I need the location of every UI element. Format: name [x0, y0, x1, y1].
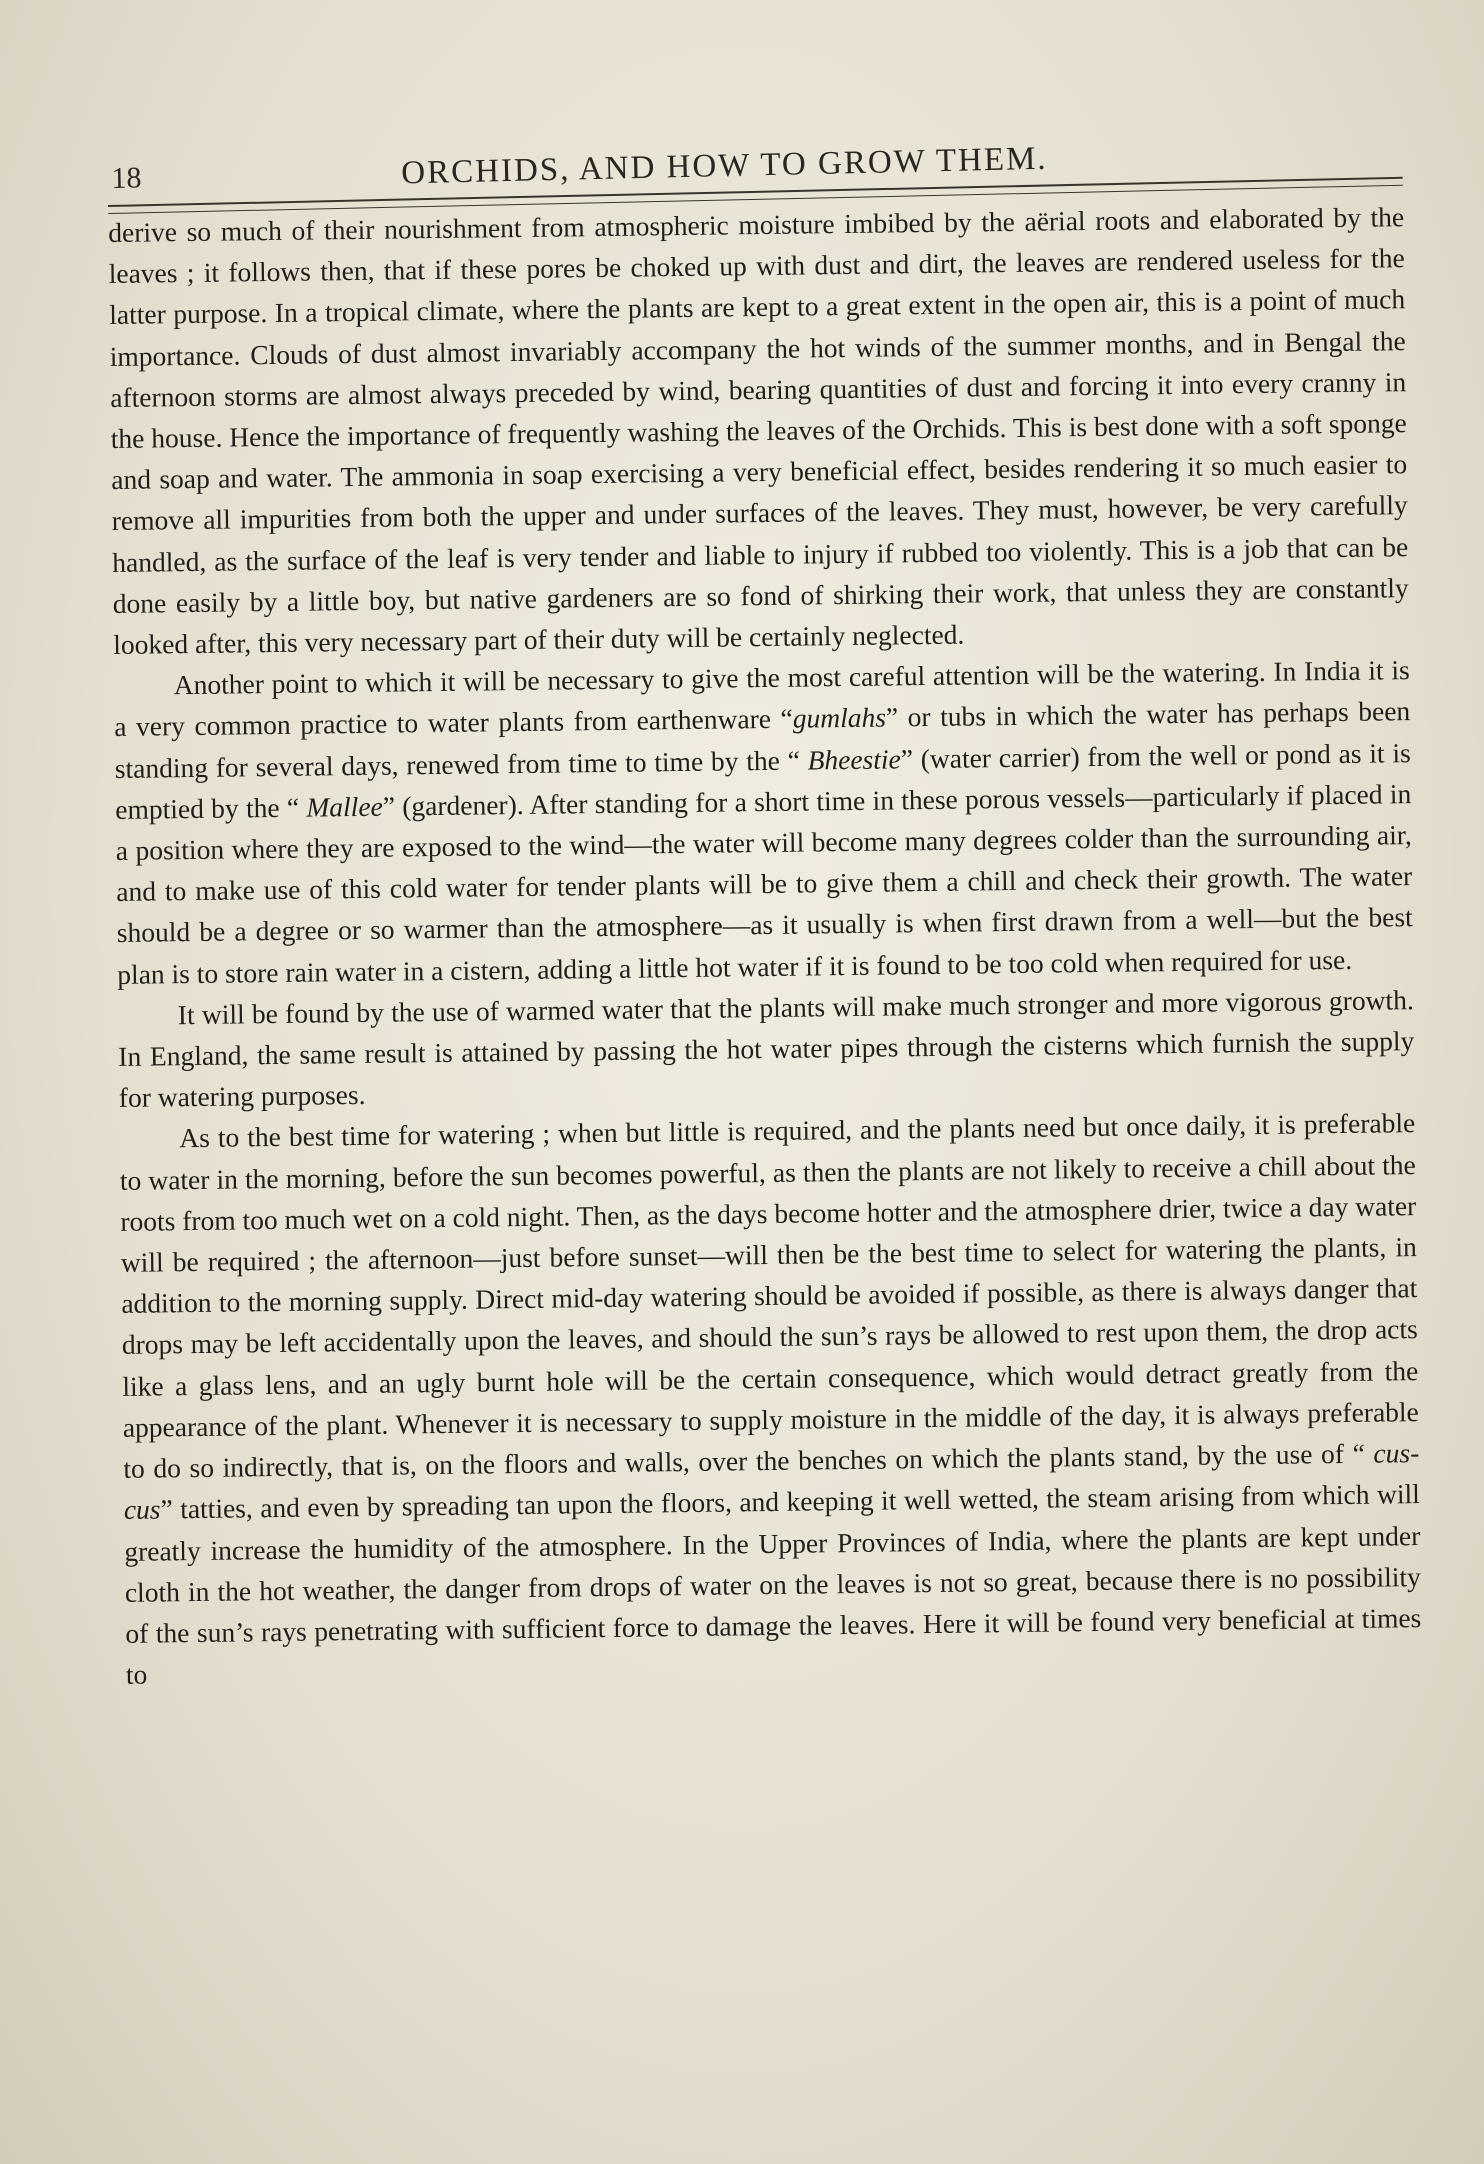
- paragraph-2: [114, 649, 1414, 994]
- paragraph-4: [119, 1103, 1422, 1696]
- paragraph-3: It will be found by the use of warmed water that the plants will make much stronger and more vigorous growth. In England, the same result is attained by passing the hot water pipes through the cisterns which furnish the supply for watering purposes.: [118, 983, 1415, 1114]
- paragraph-2-italic-term: Bheestie: [807, 742, 901, 776]
- running-title: ORCHIDS, AND HOW TO GROW THEM.: [400, 140, 1048, 192]
- page-number: 18: [110, 161, 142, 195]
- paragraph-2-run: ” or tubs in which the water has perhaps been standing for several days, renewed from time to time by the “: [114, 695, 1411, 784]
- paragraph-2-run: Another point to which it will be necessary to give the most careful attention will be the watering. In India it is a very common practice to water plants from earthenware “: [114, 654, 1410, 743]
- paragraph-4-run: ” tatties, and even by spreading tan upon the floors, and keeping it well wetted, the steam arising from which will greatly increase the humidity of the atmosphere. In the Upper Provinces of India, where the plants are kept under cloth in the hot weather, the danger from drops of water on the leaves is not so great, because there is no possibility of the sun’s rays penetrating with sufficient force to damage the leaves. Here it will be found very beneficial at times to: [124, 1478, 1422, 1690]
- paragraph-2-italic-term: gumlahs: [792, 701, 887, 735]
- paragraph-2-italic-term: Mallee: [306, 790, 383, 823]
- paragraph-4-run: As to the best time for watering ; when but little is required, and the plants need but once daily, it is preferable to water in the morning, before the sun becomes powerful, as then the plants are not likely to receive a chill about the roots from too much wet on a cold night. Then, as the days become hotter and the atmosphere drier, twice a day water will be required ; the afternoon—just before sunset—will then be the best time to select for watering the plants, in addition to the morning supply. Direct mid-day watering should be avoided if possible, as there is always danger that drops may be left accidentally upon the leaves, and should the sun’s rays be allowed to rest upon them, the drop acts like a glass lens, and an ugly burnt hole will be the certain consequence, which would detract greatly from the appearance of the plant. Whenever it is necessary to supply moisture in the middle of the day, it is always preferable to do so indirectly, that is, on the floors and walls, over the benches on which the plants stand, by the use of “: [119, 1107, 1419, 1484]
- paragraph-2-run: ” (gardener). After standing for a short time in these porous vessels—particularly if placed in a position where they are exposed to the wind—the water will become many degrees colder than the surrounding air, and to make use of this cold water for tender plants will be to give them a chill and check their growth. The water should be a degree or so warmer than the atmosphere—as it usually is when first drawn from a well—but the best plan is to store rain water in a cistern, adding a little hot water if it is found to be too cold when required for use.: [115, 777, 1413, 990]
- paragraph-1: derive so much of their nourishment from atmospheric moisture imbibed by the aërial roots and elaborated by the leaves ; it follows then, that if these pores be choked up with dust and dirt, the leaves are rendered useless for the latter purpose. In a tropical climate, where the plants are kept to a great extent in the open air, this is a point of much importance. Clouds of dust almost invariably accompany the hot winds of the summer months, and in Bengal the afternoon storms are almost always preceded by wind, bearing quantities of dust and forcing it into every cranny in the house. Hence the importance of frequently washing the leaves of the Orchids. This is best done with a soft sponge and soap and water. The ammonia in soap exercising a very beneficial effect, besides rendering it so much easier to remove all impurities from both the upper and under surfaces of the leaves. They must, however, be very carefully handled, as the surface of the leaf is very tender and liable to injury if rubbed too violently. This is a job that can be done easily by a little boy, but native gardeners are so fond of shirking their work, that unless they are constantly looked after, this very necessary part of their duty will be certainly neglected.: [108, 201, 1409, 660]
- page-header: [110, 89, 1401, 195]
- paragraph-4-italic-term: cus-cus: [123, 1437, 1420, 1526]
- paragraph-2-run: ” (water carrier) from the well or pond as it is emptied by the “: [115, 736, 1411, 825]
- body-text: [108, 196, 1422, 1695]
